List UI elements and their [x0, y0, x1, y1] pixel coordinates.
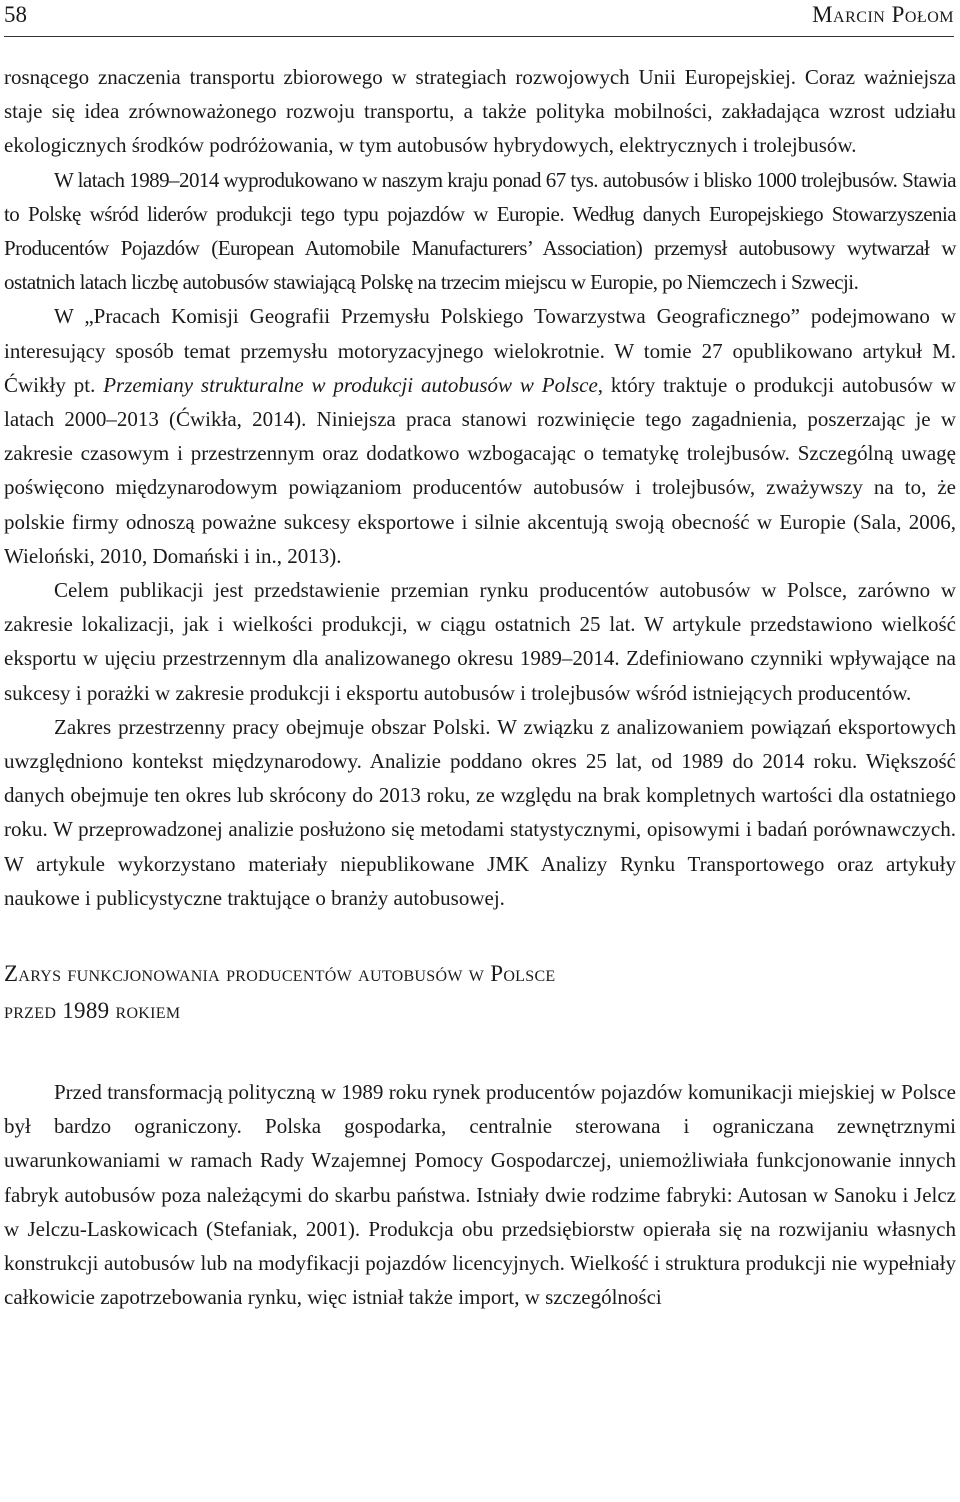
- section-heading: [4, 955, 956, 1029]
- running-header: [4, 0, 954, 37]
- paragraph-1: rosnącego znaczenia transportu zbiorowego w strategiach rozwojowych Unii Europejskiej. Coraz ważniejsza staje się idea zrównoważonego rozwoju transportu, a także polityka mobilności, zakładająca wzrost udziału ekologicznych środków podróżowania, w tym autobusów hybrydowych, elektrycznych i trolejbusów.: [4, 65, 956, 158]
- paragraph-3: [4, 299, 956, 573]
- paragraph-3-text-a: W „Pracach Komisji Geografii Przemysłu Polskiego Towarzystwa Geograficznego” podejmowano w interesujący sposób temat przemysłu motoryzacyjnego wielokrotnie. W tomie 27 opublikowano artykuł M. Ćwikły pt.: [4, 304, 956, 397]
- section-heading-line-1: Zarys funkcjonowania producentów autobusów w Polsce: [4, 961, 556, 987]
- article-body: [4, 60, 956, 1315]
- cited-article-title: Przemiany strukturalne w produkcji autobusów w Polsce: [103, 372, 598, 397]
- paragraph-4: Celem publikacji jest przedstawienie przemian rynku producentów autobusów w Polsce, zarówno w zakresie lokalizacji, jak i wielkości produkcji, w ciągu ostatnich 25 lat. W artykule przedstawiono wielkość eksportu w ujęciu przestrzennym dla analizowanego okresu 1989–2014. Zdefiniowano czynniki wpływające na sukcesy i porażki w zakresie produkcji i eksportu autobusów i trolejbusów wśród istniejących producentów.: [4, 578, 956, 705]
- paragraph-3-text-b: , który traktuje o produkcji autobusów w latach 2000–2013 (Ćwikła, 2014). Niniejsza praca stanowi rozwinięcie tego zagadnienia, poszerzając je w zakresie czasowym i przestrzennym oraz dodatkowo wzbogacając o tematykę trolejbusów. Szczególną uwagę poświęcono międzynarodowym powiązaniom producentów autobusów i trolejbusów, zważywszy na to, że polskie firmy odnoszą poważne sukcesy eksportowe i silnie akcentują swoją obecność w Europie (Sala, 2006, Wieloński, 2010, Domański i in., 2013).: [4, 372, 957, 568]
- paragraph-5: Zakres przestrzenny pracy obejmuje obszar Polski. W związku z analizowaniem powiązań eksportowych uwzględniono kontekst międzynarodowy. Analizie poddano okres 25 lat, od 1989 do 2014 roku. Większość danych obejmuje ten okres lub skrócony do 2013 roku, ze względu na brak kompletnych wartości dla ostatniego roku. W przeprowadzonej analizie posłużono się metodami statystycznymi, opisowymi i badań porównawczych. W artykule wykorzystano materiały niepublikowane JMK Analizy Rynku Transportowego oraz artykuły naukowe i publicystyczne traktujące o branży autobusowej.: [4, 714, 956, 910]
- section-heading-line-2: przed 1989 rokiem: [4, 998, 181, 1024]
- paragraph-2: W latach 1989–2014 wyprodukowano w naszym kraju ponad 67 tys. autobusów i blisko 1000 trolejbusów. Stawia to Polskę wśród liderów produkcji tego typu pojazdów w Europie. Według danych Europejskiego Stowarzyszenia Producentów Pojazdów (European Automobile Manufacturers’ Association) przemysł autobusowy wytwarzał w ostatnich latach liczbę autobusów stawiającą Polskę na trzecim miejscu w Europie, po Niemczech i Szwecji.: [4, 167, 956, 295]
- running-author: Marcin Połom: [812, 2, 954, 27]
- section-paragraph: Przed transformacją polityczną w 1989 roku rynek producentów pojazdów komunikacji miejskiej w Polsce był bardzo ograniczony. Polska gospodarka, centralnie sterowana i ograniczana zewnętrznymi uwarunkowaniami w ramach Rady Wzajemnej Pomocy Gospodarczej, uniemożliwiała funkcjonowanie innych fabryk autobusów poza należącymi do skarbu państwa. Istniały dwie rodzime fabryki: Autosan w Sanoku i Jelcz w Jelczu-Laskowicach (Stefaniak, 2001). Produkcja obu przedsiębiorstw opierała się na rozwijaniu własnych konstrukcji autobusów lub na modyfikacji pojazdów licencyjnych. Wielkość i struktura produkcji nie wypełniały całkowicie zapotrzebowania rynku, więc istniał także import, w szczególności: [4, 1080, 956, 1310]
- page-number: 58: [4, 2, 27, 27]
